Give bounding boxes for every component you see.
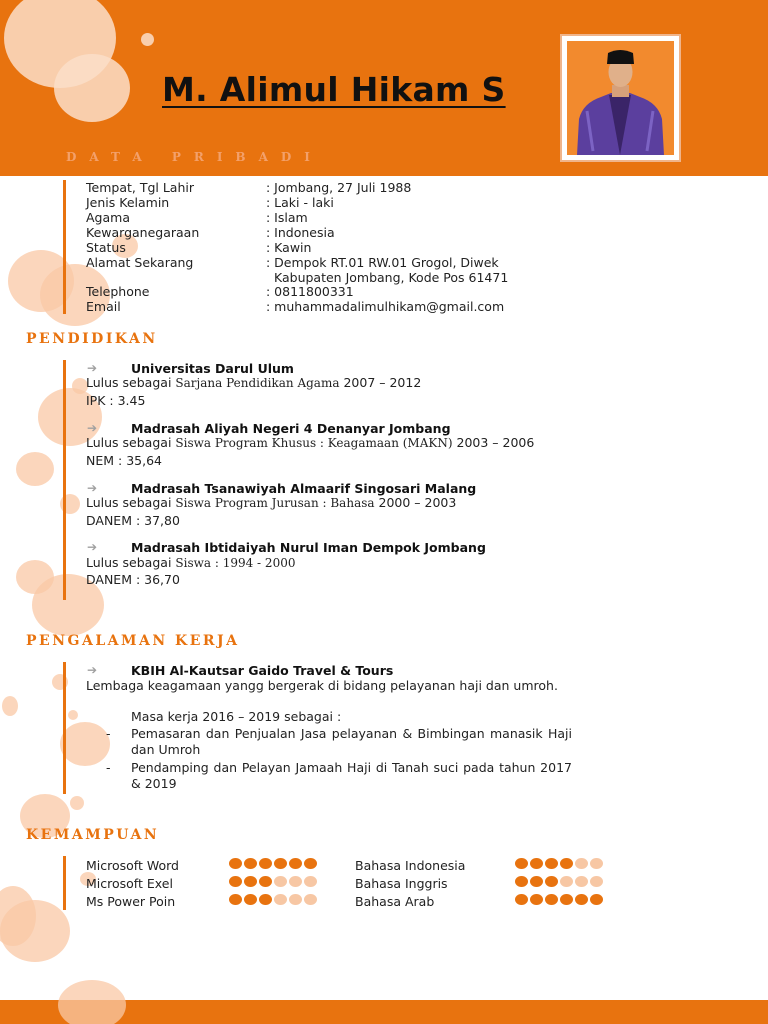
section-line-skills [63, 856, 66, 910]
skill-label: Microsoft Word [86, 858, 179, 873]
rating-dot-empty [289, 876, 302, 887]
education-detail [86, 555, 295, 570]
rating-dot-filled [560, 858, 573, 869]
education-score: DANEM : 37,80 [86, 513, 180, 528]
rating-dot-empty [575, 876, 588, 887]
decor-bubble [70, 796, 84, 810]
rating-dot-filled [259, 858, 272, 869]
rating-dot-empty [289, 894, 302, 905]
education-prefix: Lulus sebagai [86, 435, 176, 450]
rating-dot-empty [590, 876, 603, 887]
personal-value: : Indonesia [266, 225, 335, 240]
rating-dot-empty [274, 876, 287, 887]
work-company: KBIH Al-Kautsar Gaido Travel & Tours [131, 663, 394, 678]
rating-dot-filled [530, 876, 543, 887]
skill-rating [515, 894, 603, 905]
education-program: Siswa Program Khusus : Keagamaan (MAKN) [175, 436, 453, 450]
personal-label: Email [86, 299, 121, 314]
rating-dot-filled [530, 858, 543, 869]
decor-bubble [58, 980, 126, 1024]
education-years: 2003 – 2006 [452, 435, 535, 450]
rating-dot-filled [545, 876, 558, 887]
arrow-right-icon: ➔ [87, 421, 98, 435]
profile-photo [567, 41, 674, 155]
education-detail [86, 375, 421, 390]
skill-rating [229, 858, 317, 869]
decor-bubble [68, 710, 78, 720]
decor-bubble [141, 33, 154, 46]
skill-rating [515, 858, 603, 869]
rating-dot-filled [545, 858, 558, 869]
skill-rating [229, 894, 317, 905]
candidate-name: M. Alimul Hikam S [162, 70, 506, 109]
personal-label: Tempat, Tgl Lahir [86, 180, 194, 195]
rating-dot-filled [530, 894, 543, 905]
education-detail [86, 435, 534, 450]
skill-label: Bahasa Inggris [355, 876, 448, 891]
rating-dot-filled [229, 894, 242, 905]
skill-label: Bahasa Indonesia [355, 858, 466, 873]
rating-dot-filled [515, 858, 528, 869]
rating-dot-filled [304, 858, 317, 869]
rating-dot-filled [545, 894, 558, 905]
education-prefix: Lulus sebagai [86, 375, 176, 390]
education-years: 2000 – 2003 [374, 495, 457, 510]
skill-label: Microsoft Exel [86, 876, 173, 891]
section-title-personal: DATA PRIBADI [66, 150, 323, 164]
rating-dot-filled [560, 894, 573, 905]
section-line-education [63, 360, 66, 600]
personal-value: : Laki - laki [266, 195, 334, 210]
education-school: Madrasah Tsanawiyah Almaarif Singosari Malang [131, 481, 477, 496]
education-prefix: Lulus sebagai [86, 555, 176, 570]
rating-dot-filled [244, 876, 257, 887]
decor-bubble [54, 54, 130, 122]
work-role: Pemasaran dan Penjualan Jasa pelayanan & Bimbingan manasik Haji dan Umroh [131, 726, 572, 757]
rating-dot-filled [289, 858, 302, 869]
rating-dot-empty [560, 876, 573, 887]
rating-dot-empty [304, 876, 317, 887]
personal-label: Agama [86, 210, 130, 225]
arrow-right-icon: ➔ [87, 481, 98, 495]
rating-dot-empty [274, 894, 287, 905]
education-years: 2007 – 2012 [339, 375, 422, 390]
rating-dot-filled [515, 876, 528, 887]
rating-dot-filled [259, 894, 272, 905]
education-detail [86, 495, 456, 510]
education-school: Universitas Darul Ulum [131, 361, 294, 376]
personal-label: Kewarganegaraan [86, 225, 200, 240]
rating-dot-empty [304, 894, 317, 905]
work-period: Masa kerja 2016 – 2019 sebagai : [131, 709, 342, 724]
decor-bubble [16, 452, 54, 486]
decor-bubble [2, 696, 18, 716]
education-school: Madrasah Aliyah Negeri 4 Denanyar Jombang [131, 421, 451, 436]
role-bullet: - [106, 760, 111, 775]
personal-value: : Dempok RT.01 RW.01 Grogol, Diwek [266, 255, 499, 270]
rating-dot-filled [515, 894, 528, 905]
rating-dot-filled [590, 894, 603, 905]
rating-dot-empty [575, 858, 588, 869]
personal-value: : muhammadalimulhikam@gmail.com [266, 299, 505, 314]
personal-label: Status [86, 240, 126, 255]
personal-value: : Jombang, 27 Juli 1988 [266, 180, 412, 195]
education-school: Madrasah Ibtidaiyah Nurul Iman Dempok Jombang [131, 540, 486, 555]
personal-value: Kabupaten Jombang, Kode Pos 61471 [274, 270, 509, 285]
rating-dot-filled [229, 858, 242, 869]
work-role: Pendamping dan Pelayan Jamaah Haji di Tanah suci pada tahun 2017 & 2019 [131, 760, 572, 791]
skill-label: Bahasa Arab [355, 894, 435, 909]
section-line-personal [63, 180, 66, 314]
rating-dot-filled [229, 876, 242, 887]
section-title-work: PENGALAMAN KERJA [26, 633, 240, 649]
profile-photo-frame [560, 34, 681, 162]
skill-label: Ms Power Poin [86, 894, 176, 909]
education-score: IPK : 3.45 [86, 393, 146, 408]
education-program: Siswa : 1994 - 2000 [175, 556, 296, 570]
section-title-education: PENDIDIKAN [26, 331, 158, 347]
rating-dot-filled [259, 876, 272, 887]
skill-rating [229, 876, 317, 887]
rating-dot-filled [274, 858, 287, 869]
personal-value: : Islam [266, 210, 308, 225]
arrow-right-icon: ➔ [87, 663, 98, 677]
arrow-right-icon: ➔ [87, 540, 98, 554]
personal-label: Jenis Kelamin [86, 195, 170, 210]
rating-dot-filled [575, 894, 588, 905]
rating-dot-filled [244, 894, 257, 905]
decor-bubble [60, 722, 110, 766]
decor-bubble [0, 900, 70, 962]
personal-value: : 0811800331 [266, 284, 354, 299]
education-prefix: Lulus sebagai [86, 495, 176, 510]
role-bullet: - [106, 726, 111, 741]
personal-label: Alamat Sekarang [86, 255, 194, 270]
rating-dot-filled [244, 858, 257, 869]
section-line-work [63, 662, 66, 794]
education-score: DANEM : 36,70 [86, 572, 180, 587]
rating-dot-empty [590, 858, 603, 869]
work-description: Lembaga keagamaan yangg bergerak di bidang pelayanan haji dan umroh. [86, 678, 558, 693]
education-program: Siswa Program Jurusan : Bahasa [175, 496, 375, 510]
education-score: NEM : 35,64 [86, 453, 162, 468]
section-title-skills: KEMAMPUAN [26, 827, 160, 843]
personal-value: : Kawin [266, 240, 312, 255]
skill-rating [515, 876, 603, 887]
arrow-right-icon: ➔ [87, 361, 98, 375]
personal-label: Telephone [86, 284, 150, 299]
education-program: Sarjana Pendidikan Agama [175, 376, 340, 390]
